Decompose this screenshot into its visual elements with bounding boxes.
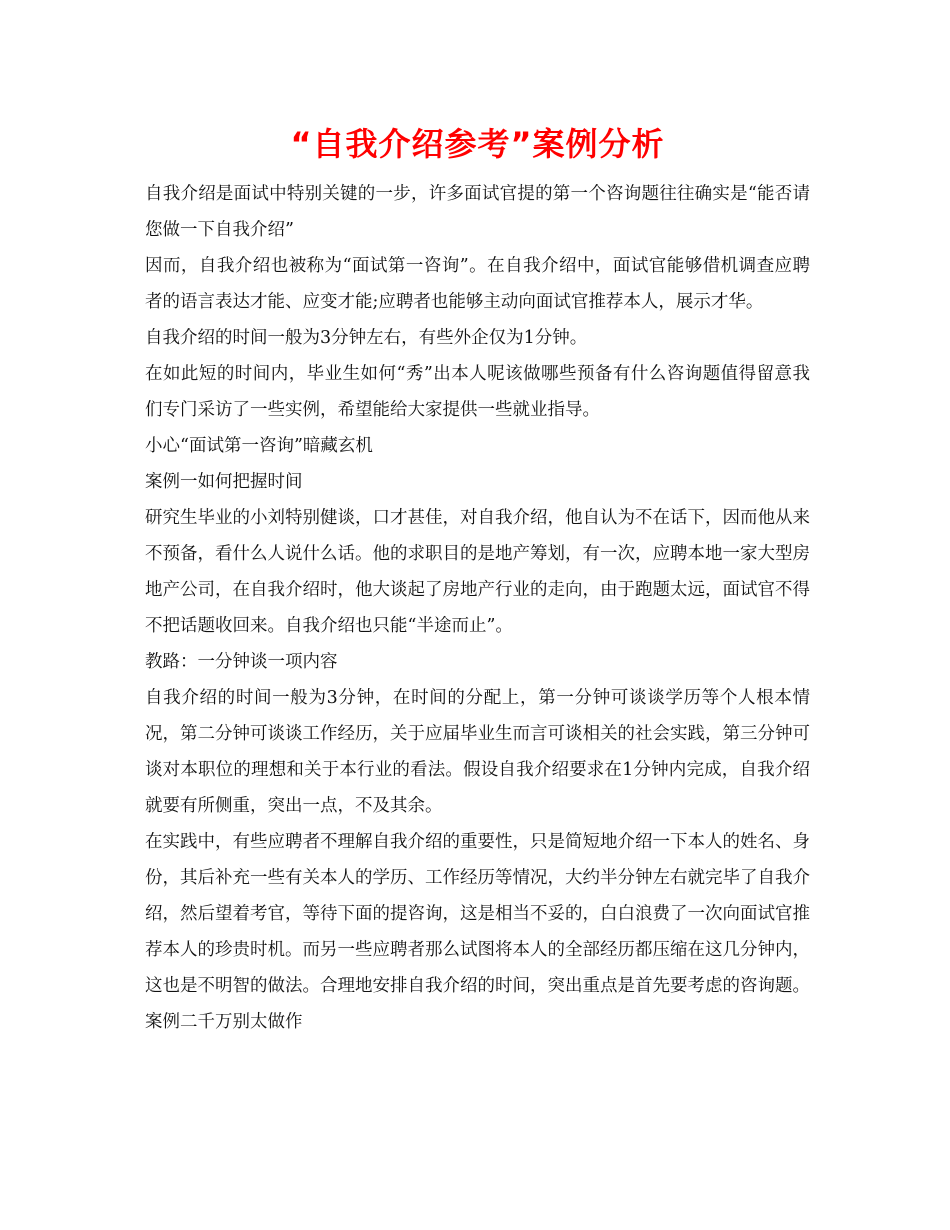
document-title: “自我介绍参考”案例分析: [290, 125, 665, 163]
section-heading-hidden-trap: 小心“面试第一咨询”暗藏玄机: [145, 436, 373, 456]
tip-heading-one-minute: 教路：一分钟谈一项内容: [145, 652, 338, 672]
paragraph-time-allocation: 自我介绍的时间一般为3分钟，在时间的分配上，第一分钟可谈谈学历等个人根本情况，第二分钟可谈谈工作经历，关于应届毕业生而言可谈相关的社会实践，第三分钟可谈对本职位的理想和关于本行业的看法。假设自我介绍要求在1分钟内完成，自我介绍就要有所侧重，突出一点，不及其余。: [145, 688, 810, 816]
document-body: [145, 176, 810, 1040]
case-heading-two: 案例二千万别太做作: [145, 1012, 303, 1032]
case-heading-one: 案例一如何把握时间: [145, 472, 303, 492]
paragraph-time-length: 自我介绍的时间一般为3分钟左右，有些外企仅为1分钟。: [145, 328, 588, 348]
paragraph-first-question: 因而，自我介绍也被称为“面试第一咨询”。在自我介绍中，面试官能够借机调查应聘者的语言表达才能、应变才能;应聘者也能够主动向面试官推荐本人，展示才华。: [145, 256, 810, 312]
paragraph-case-one: 研究生毕业的小刘特别健谈，口才甚佳，对自我介绍，他自认为不在话下，因而他从来不预备，看什么人说什么话。他的求职目的是地产筹划，有一次，应聘本地一家大型房地产公司，在自我介绍时，他大谈起了房地产行业的走向，由于跑题太远，面试官不得不把话题收回来。自我介绍也只能“半途而止”。: [145, 508, 810, 636]
paragraph-intro: 自我介绍是面试中特别关键的一步，许多面试官提的第一个咨询题往往确实是“能否请您做一下自我介绍”: [145, 184, 810, 240]
paragraph-how-to-show: 在如此短的时间内，毕业生如何“秀”出本人呢该做哪些预备有什么咨询题值得留意我们专门采访了一些实例，希望能给大家提供一些就业指导。: [145, 364, 810, 420]
paragraph-practice: 在实践中，有些应聘者不理解自我介绍的重要性，只是简短地介绍一下本人的姓名、身份，其后补充一些有关本人的学历、工作经历等情况，大约半分钟左右就完毕了自我介绍，然后望着考官，等待下面的提咨询，这是相当不妥的，白白浪费了一次向面试官推荐本人的珍贵时机。而另一些应聘者那么试图将本人的全部经历都压缩在这几分钟内，这也是不明智的做法。合理地安排自我介绍的时间，突出重点是首先要考虑的咨询题。: [145, 832, 810, 996]
